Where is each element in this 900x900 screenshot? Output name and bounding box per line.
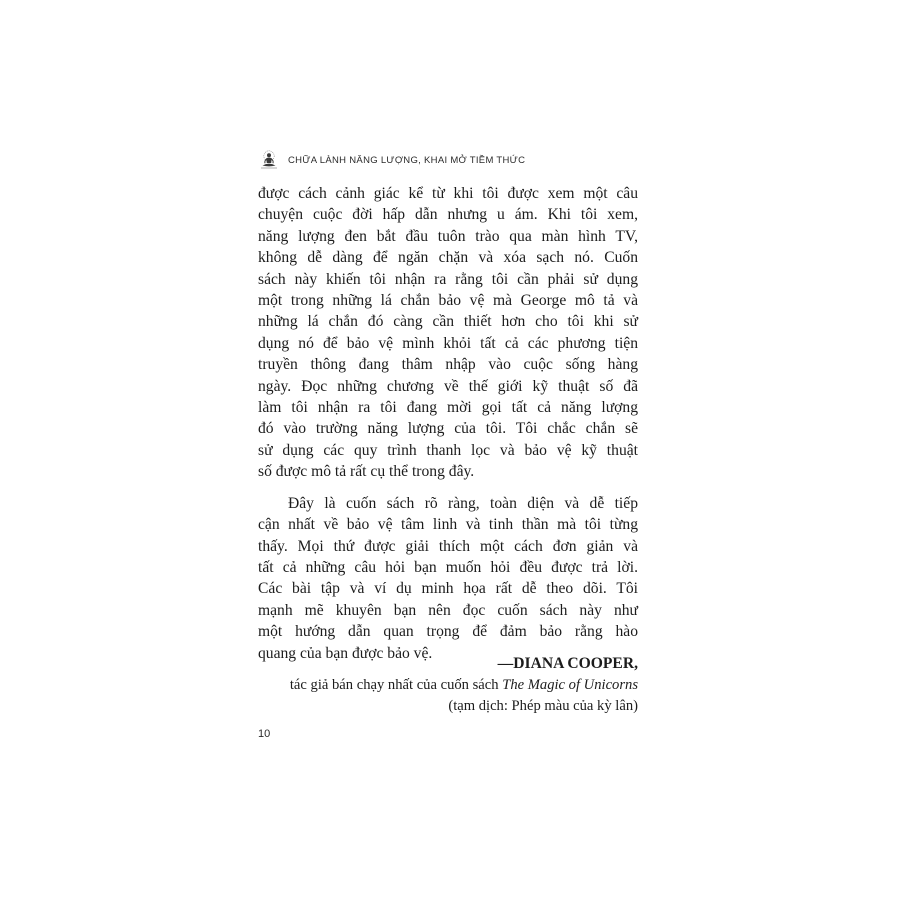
book-title: The Magic of Unicorns [502,677,638,693]
text-line: không dễ dàng để ngăn chặn và xóa sạch nó. Cuốn [258,249,638,267]
paragraph-2 [258,493,638,664]
text-line: năng lượng đen bắt đầu tuôn trào qua màn hình TV, [258,227,638,245]
running-header-text: CHỮA LÀNH NĂNG LƯỢNG, KHAI MỞ TIỀM THỨC [288,154,526,166]
text-line: làm tôi nhận ra tôi đang mời gọi tất cả năng lượng [258,399,638,417]
text-line: tất cả những câu hỏi bạn muốn hỏi đều được trả lời. [258,558,638,576]
text-line: những lá chắn đó càng cần thiết hơn cho tôi khi sử [258,313,638,331]
text-line: một trong những lá chắn bảo vệ mà George mô tả và [258,292,638,310]
text-line: chuyện cuộc đời hấp dẫn nhưng u ám. Khi tôi xem, [258,206,638,224]
text-line: quang của bạn được bảo vệ. [258,644,433,662]
attribution-name-line [258,653,638,675]
text-line: sách này khiến tôi nhận ra rằng tôi cần phải sử dụng [258,270,638,288]
attribution [258,653,638,717]
author-name: —DIANA COOPER [497,655,635,672]
attribution-role-line [258,675,638,696]
author-name-suffix: , [634,655,638,672]
text-line: truyền thông đang thâm nhập vào cuộc sống hàng [258,356,638,374]
meditation-figure-icon [258,150,280,170]
author-role: tác giả bán chạy nhất của cuốn sách [289,677,503,693]
text-line: Đây là cuốn sách rõ ràng, toàn diện và dễ tiếp [288,494,638,512]
running-header [258,150,525,170]
text-line: mạnh mẽ khuyên bạn nên đọc cuốn sách này như [258,601,638,619]
text-line: dụng nó để bảo vệ mình khỏi tất cả các phương tiện [258,334,638,352]
text-line: số được mô tả rất cụ thể trong đây. [258,463,475,481]
text-line: sử dụng các quy trình thanh lọc và bảo vệ kỹ thuật [258,441,638,459]
text-line: thấy. Mọi thứ được giải thích một cách đơn giản và [258,537,638,555]
text-line: ngày. Đọc những chương về thế giới kỹ thuật số đã [258,377,638,395]
attribution-translation: (tạm dịch: Phép màu của kỳ lân) [448,698,638,714]
text-line: đó vào trường năng lượng của tôi. Tôi chắc chắn sẽ [258,420,638,438]
paragraph-1 [258,183,638,483]
text-line: Các bài tập và ví dụ minh họa rất dễ theo dõi. Tôi [258,580,638,598]
text-line: cận nhất về bảo vệ tâm linh và tinh thần mà tôi từng [258,516,638,534]
body-text [258,183,638,664]
page-number: 10 [258,728,271,740]
text-line: một hướng dẫn quan trọng để đảm bảo rằng hào [258,623,638,641]
text-line: được cách cảnh giác kể từ khi tôi được xem một câu [258,185,638,202]
